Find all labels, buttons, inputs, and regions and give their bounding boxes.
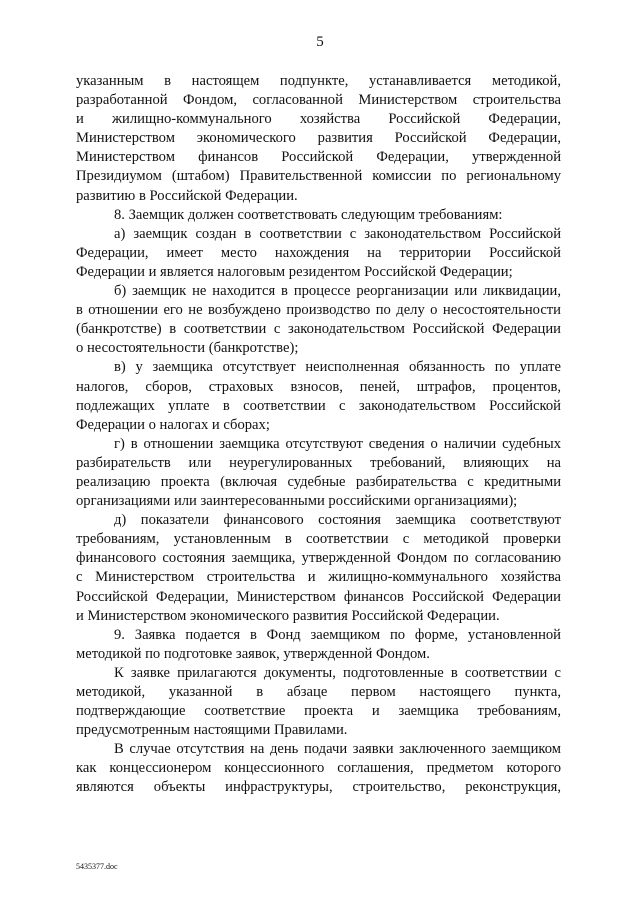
document-filename: 5435377.doc bbox=[76, 862, 118, 871]
paragraph bbox=[76, 225, 561, 282]
text-line: указанным в настоящем подпункте, устанавливается методикой, bbox=[76, 73, 561, 89]
paragraph bbox=[76, 740, 561, 797]
text-line: 9. Заявка подается в Фонд заемщиком по форме, установленной bbox=[114, 626, 561, 643]
text-line: в) у заемщика отсутствует неисполненная обязанность по уплате bbox=[114, 359, 561, 376]
text-line: Российской Федерации, Министерством финансов Российской Федерации bbox=[76, 588, 561, 605]
page-number: 5 bbox=[316, 34, 324, 50]
text-line: и жилищно-коммунального хозяйства Российской Федерации, bbox=[76, 111, 561, 128]
text-line: К заявке прилагаются документы, подготовленные в соответствии с bbox=[114, 664, 561, 681]
text-line: и Министерством экономического развития Российской Федерации. bbox=[76, 607, 500, 624]
text-line: Министерством экономического развития Российской Федерации, bbox=[76, 130, 561, 147]
text-line: д) показатели финансового состояния заемщика соответствуют bbox=[114, 512, 561, 529]
paragraph bbox=[76, 206, 561, 225]
text-line: разбирательств или неурегулированных требований, влияющих на bbox=[76, 454, 561, 471]
text-line: Федерации и является налоговым резидентом Российской Федерации; bbox=[76, 263, 513, 280]
text-line: организациями или заинтересованными российскими организациями); bbox=[76, 493, 518, 510]
paragraph bbox=[76, 511, 561, 626]
paragraph bbox=[76, 72, 561, 206]
paragraph bbox=[76, 282, 561, 358]
paragraph bbox=[76, 358, 561, 434]
text-line: с Министерством строительства и жилищно-коммунального хозяйства bbox=[76, 569, 561, 586]
text-line: в отношении его не возбуждено производство по делу о несостоятельности bbox=[76, 302, 561, 319]
text-line: а) заемщик создан в соответствии с законодательством Российской bbox=[114, 225, 561, 242]
text-line: налогов, сборов, страховых взносов, пеней, штрафов, процентов, bbox=[76, 378, 561, 395]
paragraph bbox=[76, 435, 561, 511]
text-line: подтверждающие соответствие проекта и заемщика требованиям, bbox=[76, 703, 561, 720]
text-line: требованиям, установленным в соответствии с методикой проверки bbox=[76, 531, 561, 548]
text-line: 8. Заемщик должен соответствовать следующим требованиям: bbox=[114, 206, 503, 223]
text-line: предусмотренным настоящими Правилами. bbox=[76, 722, 348, 739]
text-line: Министерством финансов Российской Федерации, утвержденной bbox=[76, 149, 561, 166]
text-line: б) заемщик не находится в процессе реорганизации или ликвидации, bbox=[114, 283, 561, 300]
document-body bbox=[76, 72, 561, 798]
text-line: Федерации, имеет место нахождения на территории Российской bbox=[76, 244, 561, 261]
paragraph bbox=[76, 664, 561, 740]
text-line: методикой, указанной в абзаце первом настоящего пункта, bbox=[76, 684, 561, 700]
text-line: подлежащих уплате в соответствии с законодательством Российской bbox=[76, 397, 561, 414]
text-line: финансового состояния заемщика, утвержденной Фондом по согласованию bbox=[76, 550, 561, 567]
text-line: Федерации о налогах и сборах; bbox=[76, 416, 270, 433]
paragraph bbox=[76, 626, 561, 664]
text-line: как концессионером концессионного соглашения, предметом которого bbox=[76, 760, 561, 777]
text-line: методикой по подготовке заявок, утвержденной Фондом. bbox=[76, 645, 430, 662]
text-line: разработанной Фондом, согласованной Министерством строительства bbox=[76, 92, 561, 109]
text-line: (банкротстве) в соответствии с законодательством Российской Федерации bbox=[76, 321, 561, 338]
text-line: реализацию проекта (включая судебные разбирательства с кредитными bbox=[76, 473, 561, 490]
text-line: Президиумом (штабом) Правительственной комиссии по региональному bbox=[76, 168, 561, 185]
text-line: В случае отсутствия на день подачи заявки заключенного заемщиком bbox=[114, 741, 561, 758]
text-line: являются объекты инфраструктуры, строительство, реконструкция, bbox=[76, 779, 561, 796]
text-line: г) в отношении заемщика отсутствуют сведения о наличии судебных bbox=[114, 435, 561, 452]
text-line: о несостоятельности (банкротстве); bbox=[76, 340, 299, 357]
text-line: развитию в Российской Федерации. bbox=[76, 187, 298, 204]
